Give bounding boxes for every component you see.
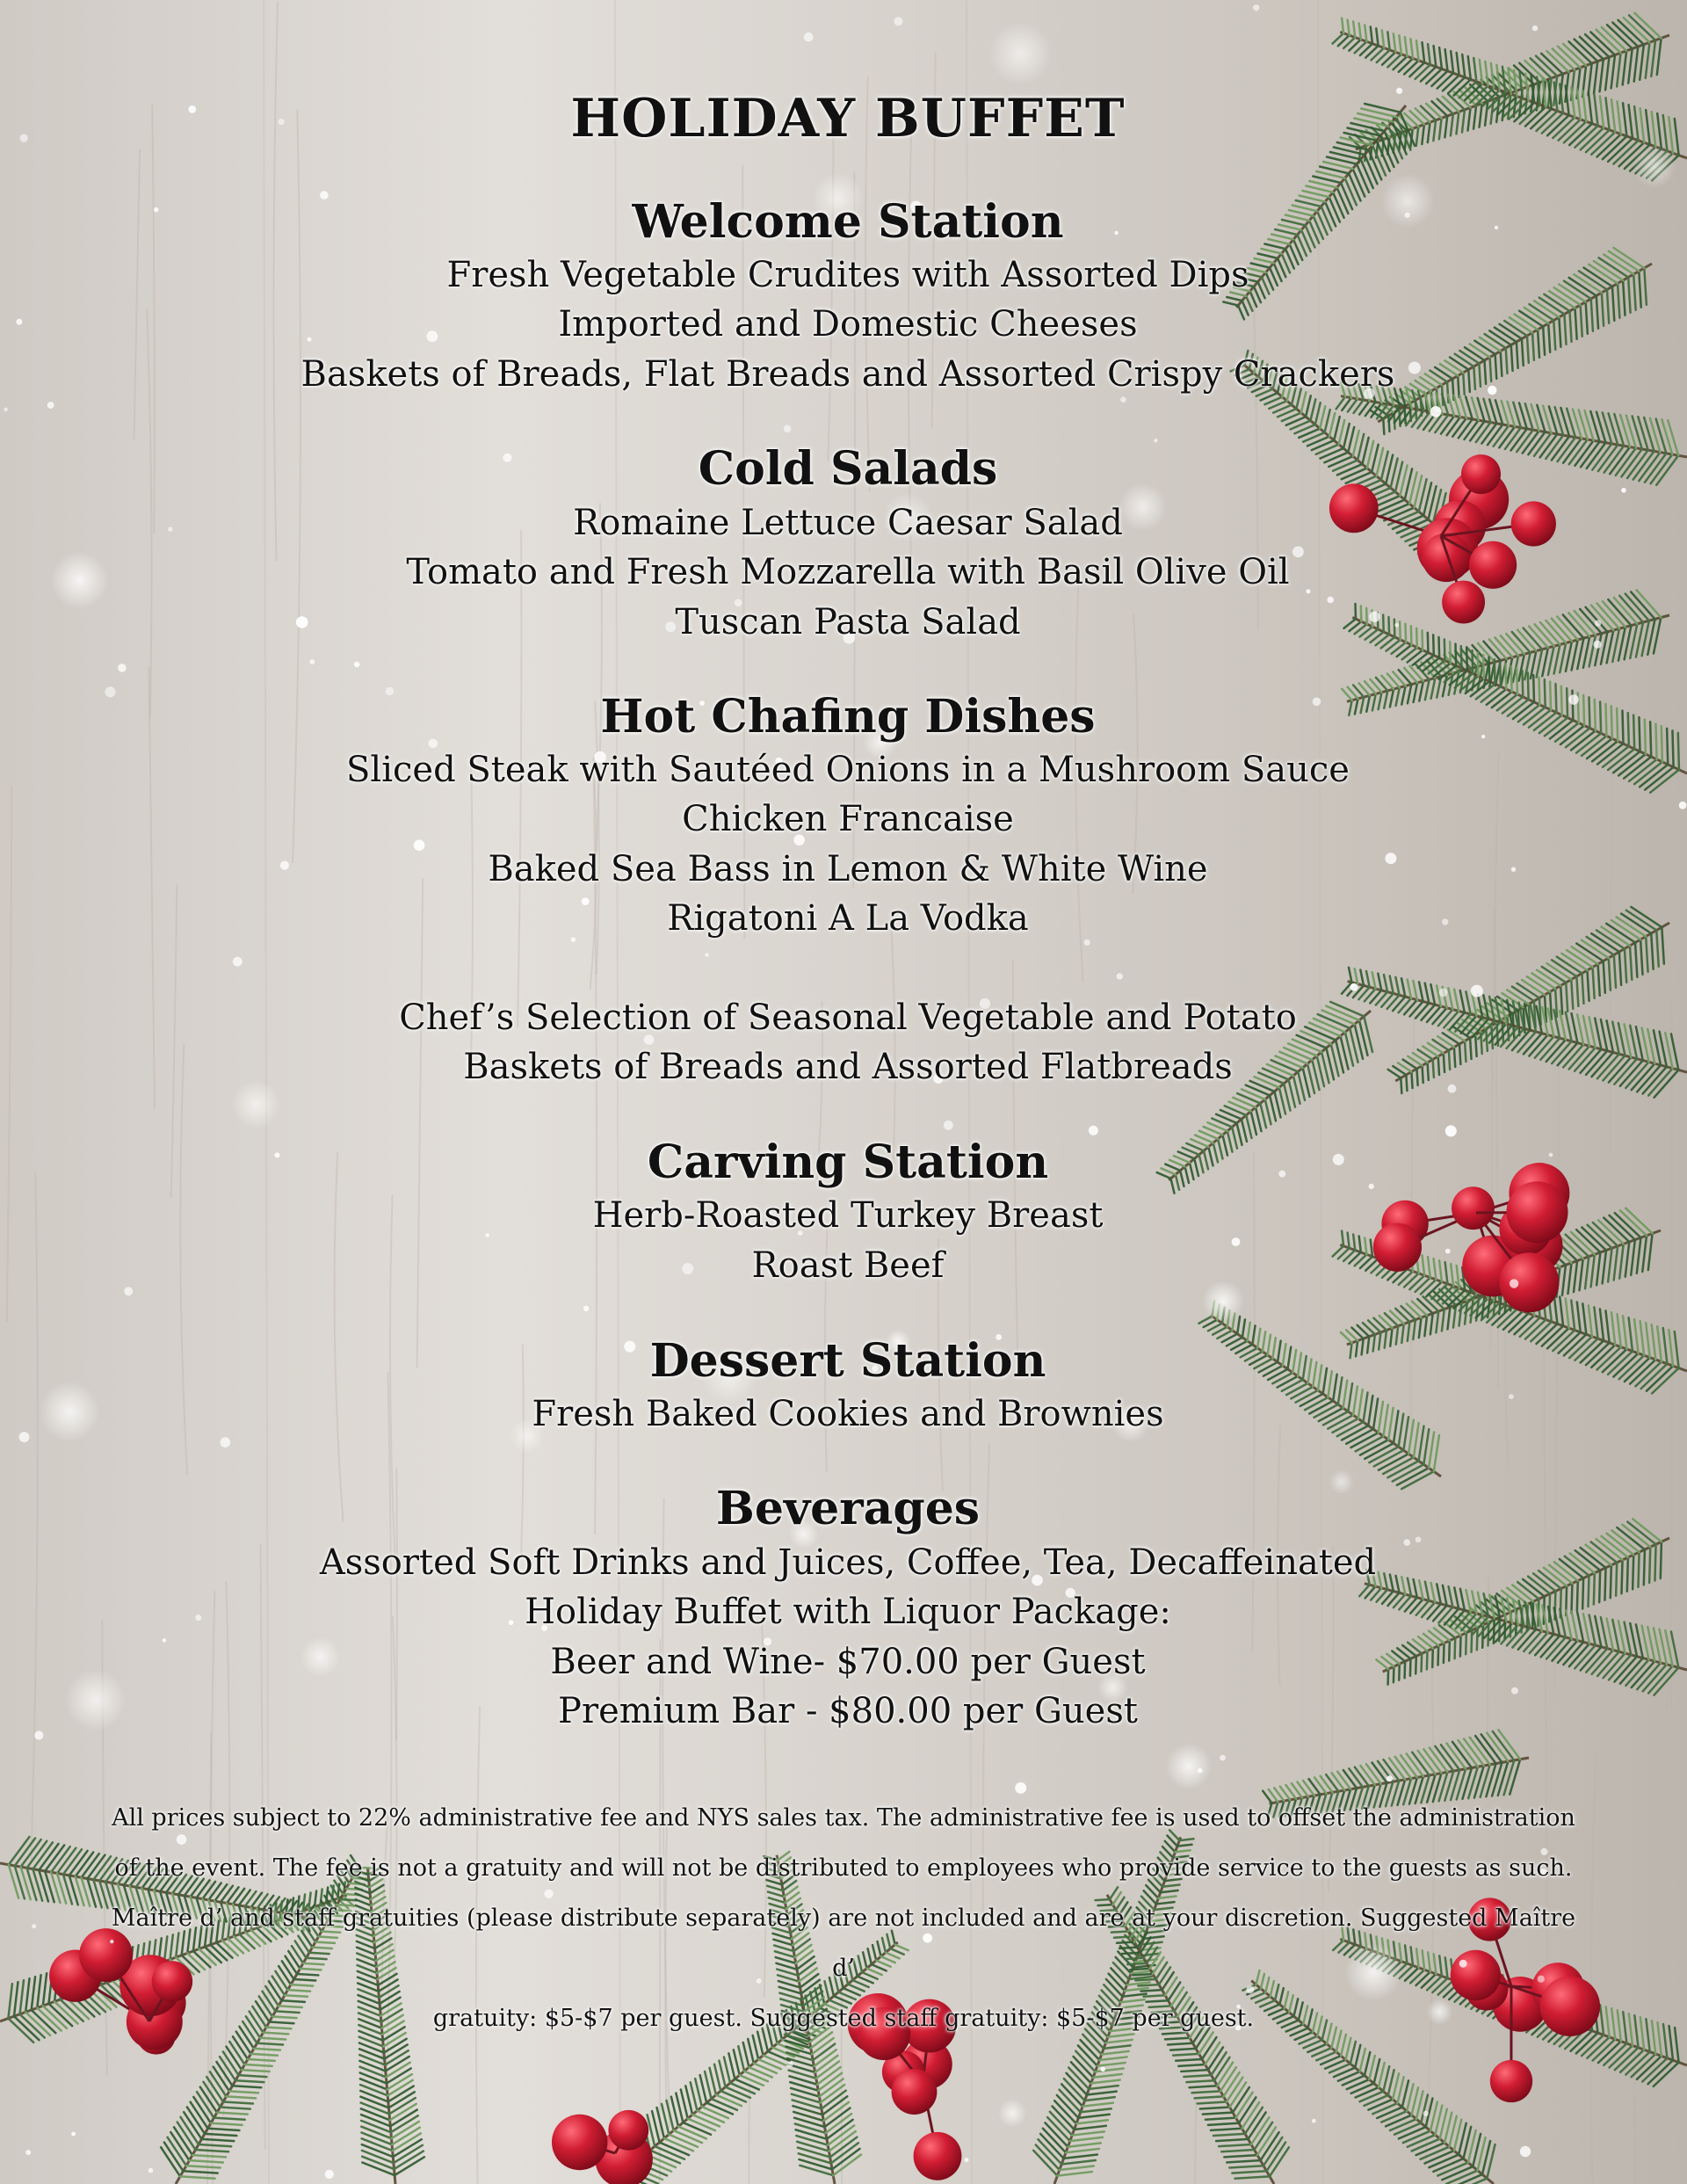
menu-item: Fresh Baked Cookies and Brownies [532,1394,1164,1434]
disclaimer-line: gratuity: $5-$7 per guest. Suggested staff gratuity: $5-$7 per guest. [432,2005,1255,2032]
menu-item: Holiday Buffet with Liquor Package: [525,1592,1171,1632]
menu-item: Beer and Wine- $70.00 per Guest [550,1642,1146,1682]
menu-item: Fresh Vegetable Crudites with Assorted Dips [446,255,1249,295]
menu-item: Premium Bar - $80.00 per Guest [558,1691,1138,1731]
menu-item: Imported and Domestic Cheeses [558,304,1138,345]
menu-item: Baskets of Breads, Flat Breads and Assorted Crispy Crackers [300,354,1395,395]
disclaimer-line: Maître d’ and staff gratuities (please distribute separately) are not included and are at your discretion. Suggested Maître d’ [111,1905,1576,1982]
section-heading-cold-salads: Cold Salads [698,442,998,496]
disclaimer-line: of the event. The fee is not a gratuity and will not be distributed to employees who provide service to the guests as such. [114,1854,1573,1882]
menu-item: Romaine Lettuce Caesar Salad [573,503,1123,543]
menu-item: Baked Sea Bass in Lemon & White Wine [488,849,1208,889]
section-heading-dessert-station: Dessert Station [649,1334,1046,1388]
menu-item: Tuscan Pasta Salad [675,602,1021,642]
pricing-disclaimer [97,1793,1590,2043]
page-title: HOLIDAY BUFFET [570,88,1126,149]
menu-item: Assorted Soft Drinks and Juices, Coffee, Tea, Decaffeinated [319,1542,1377,1583]
section-heading-welcome: Welcome Station [632,195,1064,249]
menu-item: Roast Beef [751,1245,945,1286]
menu-item: Chef’s Selection of Seasonal Vegetable and Potato [399,998,1297,1038]
section-heading-hot-chafing-dishes: Hot Chafing Dishes [600,690,1096,744]
menu-item: Herb-Roasted Turkey Breast [592,1195,1104,1236]
menu-item: Sliced Steak with Sautéed Onions in a Mushroom Sauce [346,750,1350,790]
menu-item: Baskets of Breads and Assorted Flatbreads [463,1047,1233,1087]
menu-item: Tomato and Fresh Mozzarella with Basil Olive Oil [406,552,1290,592]
section-heading-carving-station: Carving Station [647,1136,1049,1189]
section-heading-beverages: Beverages [715,1482,981,1535]
disclaimer-line: All prices subject to 22% administrative fee and NYS sales tax. The administrative fee is used to offset the administration [112,1804,1575,1832]
menu-item: Chicken Francaise [682,799,1014,839]
menu-item: Rigatoni A La Vodka [667,898,1029,939]
